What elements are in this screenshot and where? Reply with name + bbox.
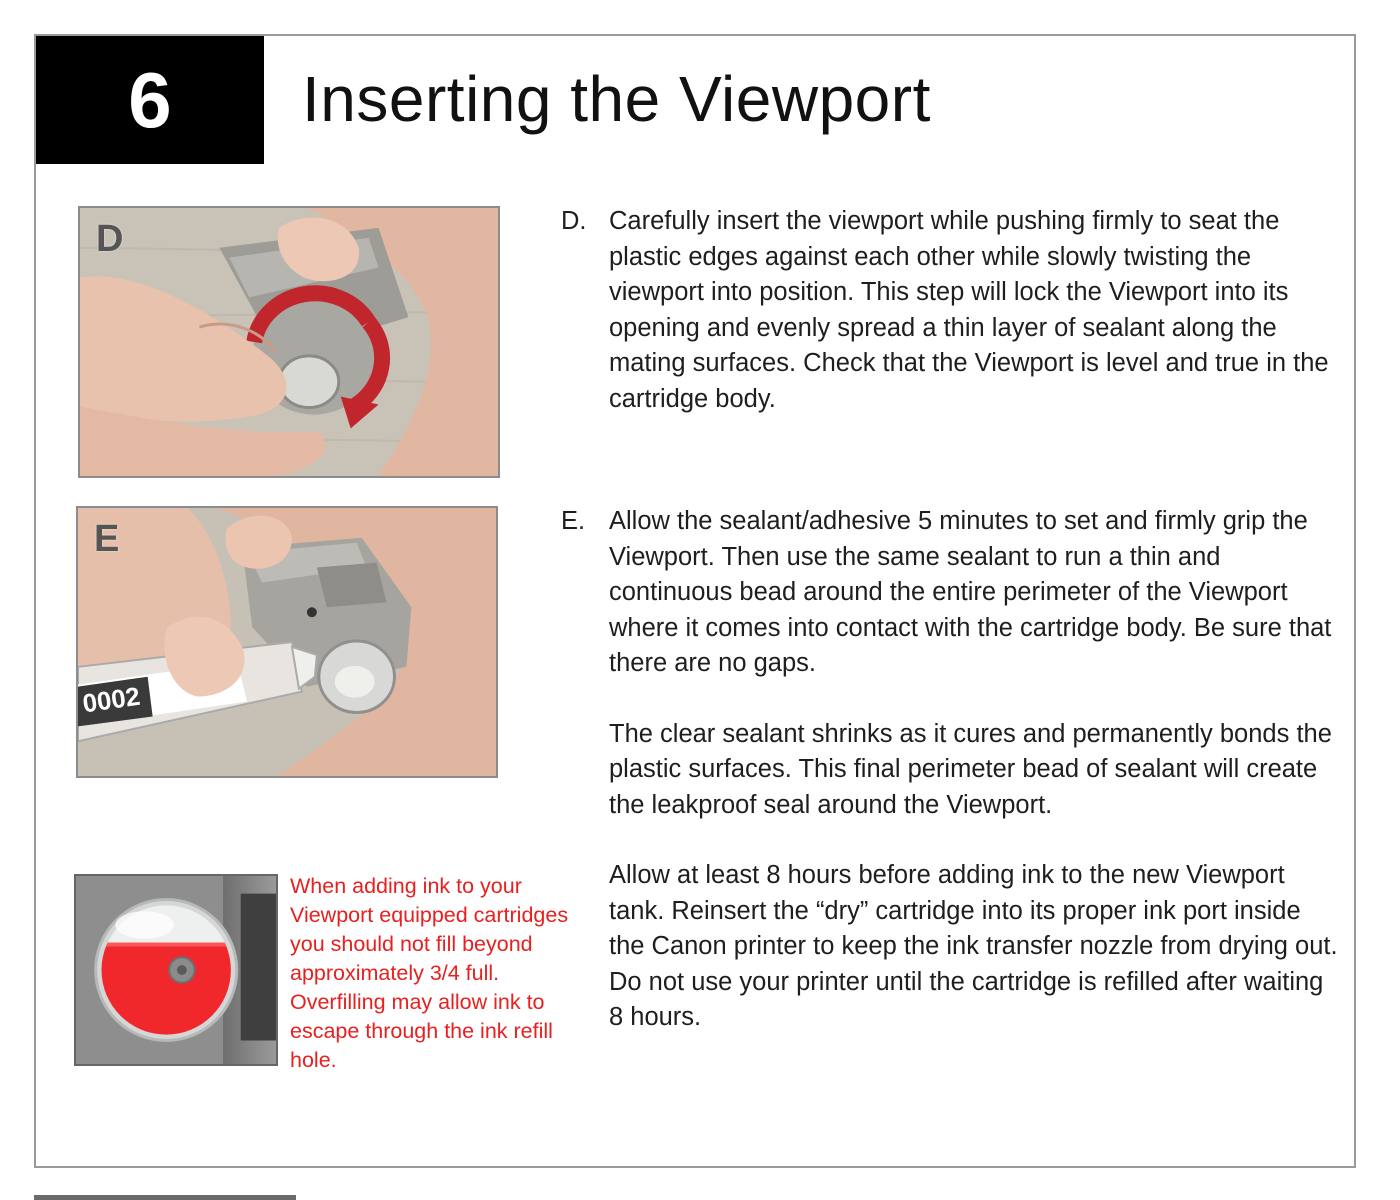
- step-e-letter: E.: [561, 507, 586, 535]
- step-d-letter: D.: [561, 207, 587, 235]
- photo-step-d: [78, 206, 500, 478]
- photo-step-e-illustration: [78, 508, 496, 776]
- step-e-paragraph: Allow the sealant/adhesive 5 minutes to set and firmly grip the Viewport. Then use the same sealant to run a thin and continuous bead around the entire perimeter of the Viewport where it comes into contact with the cartridge body. Be sure that there are no gaps.: [609, 507, 1332, 677]
- page-edge-divider: [34, 1195, 296, 1200]
- photo-step-d-illustration: [80, 208, 498, 476]
- step-d-text: Carefully insert the viewport while pushing firmly to seat the plastic edges against each other while slowly twisting the viewport into position. This step will lock the Viewport into its opening and evenly spread a thin layer of sealant along the mating surfaces. Check that the Viewport is level and true in the cartridge body.: [609, 207, 1329, 413]
- instruction-page-frame: [34, 34, 1356, 1168]
- viewport-ink-level-illustration: [76, 876, 276, 1064]
- ink-fill-warning-note: When adding ink to your Viewport equipped cartridges you should not fill beyond approximately 3/4 full. Overfilling may allow ink to escape through the ink refill hole.: [290, 874, 569, 1072]
- instruction-step-d: [561, 204, 1341, 417]
- tube-brand-text: 0002: [80, 682, 142, 719]
- page-title: Inserting the Viewport: [302, 63, 931, 135]
- step-number: 6: [128, 55, 172, 144]
- photo-step-e-label: E: [94, 518, 120, 560]
- photo-viewport-ink-level: [74, 874, 278, 1066]
- instruction-step-e: [561, 504, 1341, 1036]
- photo-step-e: [76, 506, 498, 778]
- step-e-paragraph: Allow at least 8 hours before adding ink to the new Viewport tank. Reinsert the “dry” cartridge into its proper ink port inside the Canon printer to keep the ink transfer nozzle from drying out. Do not use your printer until the cartridge is refilled after waiting 8 hours.: [609, 861, 1338, 1031]
- step-e-paragraph: The clear sealant shrinks as it cures and permanently bonds the plastic surfaces. This final perimeter bead of sealant will create the leakproof seal around the Viewport.: [609, 719, 1332, 819]
- photo-step-d-label: D: [96, 218, 124, 260]
- step-number-badge: [36, 36, 264, 164]
